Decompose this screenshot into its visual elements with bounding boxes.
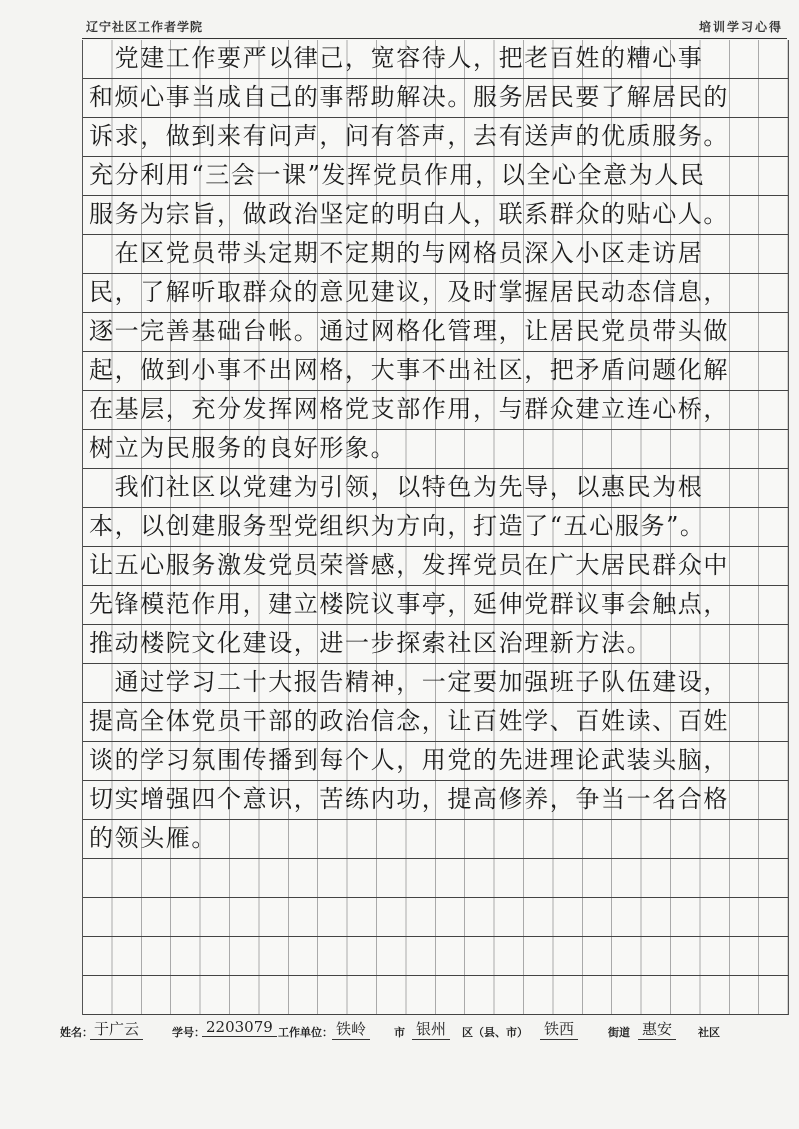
writing-line — [83, 976, 788, 1015]
writing-sheet — [82, 40, 789, 1015]
student-id-label: 学号： — [172, 1026, 205, 1039]
writing-line — [83, 313, 788, 352]
handwritten-text: 党建工作要严以律己，宽容待人，把老百姓的糟心事 — [89, 44, 704, 72]
writing-line — [83, 703, 788, 742]
writing-line — [83, 547, 788, 586]
handwritten-text: 我们社区以党建为引领，以特色为先导，以惠民为根 — [89, 473, 704, 501]
writing-line — [83, 274, 788, 313]
handwritten-text: 在区党员带头定期不定期的与网格员深入小区走访居 — [89, 239, 704, 267]
handwritten-text: 逐一完善基础台帐。通过网格化管理，让居民党员带头做 — [89, 317, 729, 345]
street-value: 铁西 — [540, 1018, 578, 1040]
district-value: 银州 — [412, 1018, 450, 1040]
community-label: 社区 — [698, 1026, 720, 1039]
writing-line — [83, 391, 788, 430]
city-label: 市 — [394, 1026, 405, 1039]
page-footer — [60, 1018, 760, 1042]
handwritten-text: 通过学习二十大报告精神，一定要加强班子队伍建设， — [89, 668, 729, 696]
writing-line — [83, 586, 788, 625]
handwritten-text: 诉求，做到来有问声，问有答声，去有送声的优质服务。 — [89, 122, 729, 150]
city-value: 铁岭 — [332, 1018, 370, 1040]
student-id-value: 2203079 — [202, 1018, 277, 1037]
handwritten-text: 让五心服务激发党员荣誉感，发挥党员在广大居民群众中 — [89, 551, 729, 579]
writing-line — [83, 352, 788, 391]
community-value: 惠安 — [638, 1018, 676, 1040]
writing-line — [83, 508, 788, 547]
handwritten-text: 本，以创建服务型党组织为方向，打造了“五心服务”。 — [89, 512, 706, 540]
handwritten-text: 的领头雁。 — [89, 824, 217, 852]
handwritten-text: 树立为民服务的良好形象。 — [89, 434, 397, 462]
document-type: 培训学习心得 — [698, 20, 783, 34]
handwritten-text: 切实增强四个意识，苦练内功，提高修养，争当一名合格 — [89, 785, 729, 813]
writing-line — [83, 898, 788, 937]
writing-line — [83, 625, 788, 664]
handwritten-text: 服务为宗旨，做政治坚定的明白人，联系群众的贴心人。 — [89, 200, 729, 228]
institution-name: 辽宁社区工作者学院 — [86, 20, 204, 34]
writing-line — [83, 781, 788, 820]
writing-line — [83, 742, 788, 781]
handwritten-text: 民，了解听取群众的意见建议，及时掌握居民动态信息， — [89, 278, 729, 306]
writing-line — [83, 118, 788, 157]
writing-line — [83, 430, 788, 469]
work-unit-label: 工作单位： — [278, 1026, 333, 1039]
handwritten-text: 和烦心事当成自己的事帮助解决。服务居民要了解居民的 — [89, 83, 729, 111]
writing-line — [83, 157, 788, 196]
writing-line — [83, 859, 788, 898]
writing-line — [83, 469, 788, 508]
handwritten-text: 推动楼院文化建设，进一步探索社区治理新方法。 — [89, 629, 653, 657]
writing-line — [83, 664, 788, 703]
writing-line — [83, 79, 788, 118]
handwritten-text: 先锋模范作用，建立楼院议事亭，延伸党群议事会触点， — [89, 590, 729, 618]
page-header — [82, 14, 787, 39]
handwritten-text: 充分利用“三会一课”发挥党员作用，以全心全意为人民 — [89, 161, 706, 189]
name-label: 姓名： — [60, 1026, 93, 1039]
writing-line — [83, 820, 788, 859]
street-label: 街道 — [608, 1026, 630, 1039]
writing-line — [83, 196, 788, 235]
name-value: 于广云 — [90, 1018, 143, 1040]
handwritten-text: 起，做到小事不出网格，大事不出社区，把矛盾问题化解 — [89, 356, 729, 384]
handwritten-text: 提高全体党员干部的政治信念，让百姓学、百姓读、百姓 — [89, 707, 729, 735]
handwritten-text: 谈的学习氛围传播到每个人，用党的先进理论武装头脑， — [89, 746, 729, 774]
writing-line — [83, 937, 788, 976]
handwritten-text: 在基层，充分发挥网格党支部作用，与群众建立连心桥， — [89, 395, 729, 423]
district-label: 区（县、市） — [462, 1026, 528, 1039]
writing-line — [83, 40, 788, 79]
writing-line — [83, 235, 788, 274]
